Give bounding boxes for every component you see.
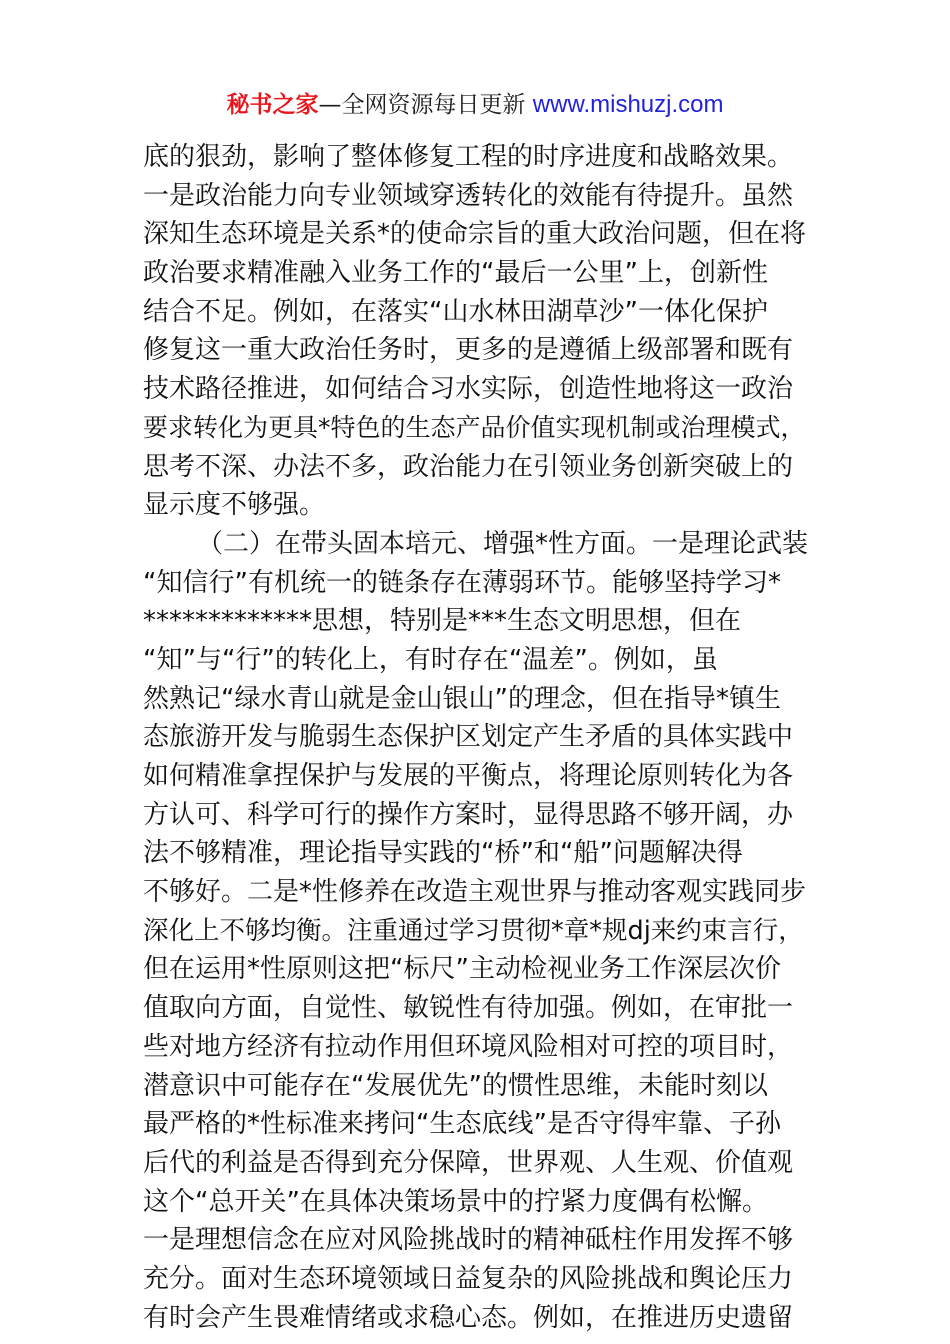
body-line: 不够好。二是*性修养在改造主观世界与推动客观实践同步 (143, 877, 807, 908)
body-line: 有时会产生畏难情绪或求稳心态。例如，在推进历史遗留 (143, 1302, 794, 1333)
header-tagline: —全网资源每日更新 (318, 92, 533, 118)
body-line: 显示度不够强。 (143, 490, 326, 521)
body-line: 值取向方面，自觉性、敏锐性有待加强。例如，在审批一 (143, 993, 794, 1024)
body-line: 思考不深、办法不多，政治能力在引领业务创新突破上的 (143, 451, 794, 482)
body-line: 后代的利益是否得到充分保障，世界观、人生观、价值观 (143, 1147, 794, 1178)
body-line: 深知生态环境是关系*的使命宗旨的重大政治问题，但在将 (143, 219, 807, 250)
body-line: 修复这一重大政治任务时，更多的是遵循上级部署和既有 (143, 335, 794, 366)
section-heading-line: （二）在带头固本培元、增强*性方面。一是理论武装 (197, 528, 809, 559)
body-line: “知信行”有机统一的链条存在薄弱环节。能够坚持学习* (143, 567, 781, 598)
body-line: 法不够精准，理论指导实践的“桥”和“船”问题解决得 (143, 838, 743, 869)
site-header (0, 88, 950, 122)
body-line: 一是理想信念在应对风险挑战时的精神砥柱作用发挥不够 (143, 1225, 794, 1256)
body-line: 潜意识中可能存在“发展优先”的惯性思维，未能时刻以 (143, 1070, 768, 1101)
body-line: 底的狠劲，影响了整体修复工程的时序进度和战略效果。 (143, 142, 794, 172)
body-line: 如何精准拿捏保护与发展的平衡点，将理论原则转化为各 (143, 761, 794, 791)
body-line: 政治要求精准融入业务工作的“最后一公里”上，创新性 (143, 258, 768, 289)
body-line: 这个“总开关”在具体决策场景中的拧紧力度偶有松懈。 (143, 1186, 768, 1217)
body-line: 态旅游开发与脆弱生态保护区划定产生矛盾的具体实践中 (143, 722, 794, 753)
body-line: 方认可、科学可行的操作方案时，显得思路不够开阔，办 (143, 799, 794, 830)
body-line: 充分。面对生态环境领域日益复杂的风险挑战和舆论压力 (143, 1263, 794, 1294)
body-line: 深化上不够均衡。注重通过学习贯彻*章*规dj来约束言行， (143, 915, 804, 946)
body-line: “知”与“行”的转化上，有时存在“温差”。例如，虽 (143, 644, 718, 675)
body-line: 最严格的*性标准来拷问“生态底线”是否守得牢靠、子孙 (143, 1109, 781, 1140)
body-line: *************思想，特别是***生态文明思想，但在 (143, 606, 742, 637)
body-line: 些对地方经济有拉动作用但环境风险相对可控的项目时， (143, 1031, 794, 1062)
body-line: 然熟记“绿水青山就是金山银山”的理念，但在指导*镇生 (143, 683, 781, 714)
body-line: 要求转化为更具*特色的生态产品价值实现机制或治理模式， (143, 412, 806, 442)
brand-name: 秘书之家 (226, 92, 319, 118)
document-body (143, 138, 809, 1337)
body-line: 结合不足。例如，在落实“山水林田湖草沙”一体化保护 (143, 296, 768, 327)
body-line: 技术路径推进，如何结合习水实际，创造性地将这一政治 (143, 374, 794, 405)
body-line: 一是政治能力向专业领域穿透转化的效能有待提升。虽然 (143, 180, 794, 211)
body-line: 但在运用*性原则这把“标尺”主动检视业务工作深层次价 (143, 954, 781, 985)
site-url-link[interactable]: www.mishuzj.com (532, 91, 724, 118)
